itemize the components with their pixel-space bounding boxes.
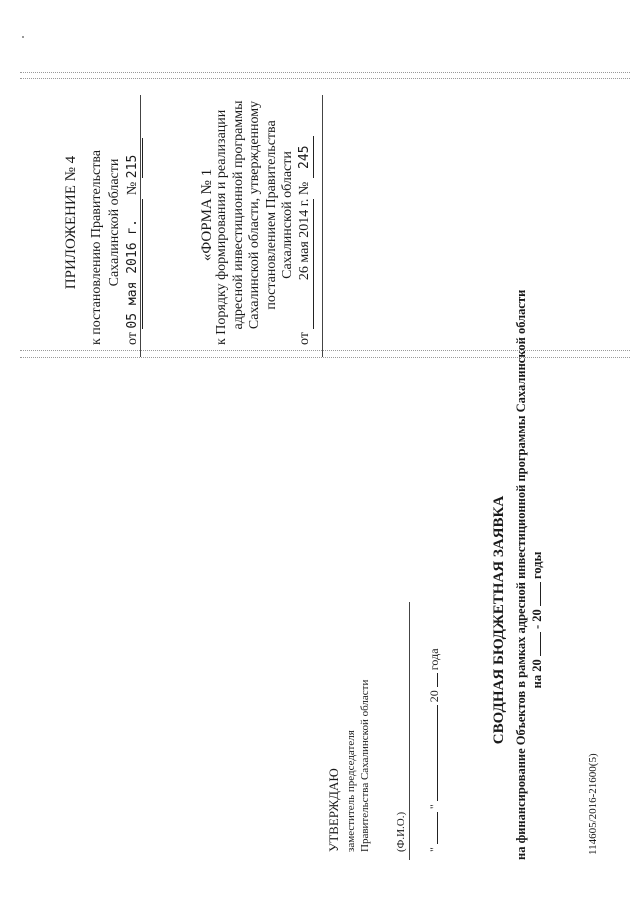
scan-noise-line (20, 72, 630, 73)
vertical-rule (322, 95, 323, 357)
approval-month-blank (437, 705, 438, 801)
form-line-4: постановлением Правительства (263, 120, 279, 310)
appendix-line-1: к постановлению Правительства (89, 149, 104, 345)
appendix-block (62, 100, 80, 345)
form-number-prefix: № (296, 181, 312, 196)
form-date-prefix: от (296, 332, 312, 345)
header-title: СВОДНАЯ БЮДЖЕТНАЯ ЗАЯВКА (491, 495, 507, 745)
form-title: «ФОРМА № 1 (199, 168, 215, 262)
header-subtitle: на финансирование Объектов в рамках адресной инвестиционной программы Сахалинской области (514, 289, 528, 860)
form-date-value: 26 мая 2014 г. (297, 199, 315, 329)
form-line-2: адресной инвестиционной программы (230, 100, 246, 330)
appendix-date-prefix: от (125, 332, 140, 345)
scan-noise-line (20, 78, 630, 79)
form-number-value: 245 (297, 136, 315, 178)
form-line-1: к Порядку формирования и реализации (214, 109, 229, 345)
appendix-title: ПРИЛОЖЕНИЕ № 4 (63, 155, 79, 290)
scan-noise-line (20, 350, 630, 351)
approval-title-block (326, 612, 342, 852)
form-date-row (297, 85, 315, 345)
appendix-date-value: 05 мая 2016 г. (124, 199, 143, 329)
appendix-body (88, 100, 143, 345)
header-period-suffix: годы (530, 551, 544, 579)
doc-code-block (586, 635, 600, 855)
approval-date-row (426, 612, 442, 852)
vertical-rule (409, 602, 410, 860)
appendix-number-prefix: № (125, 181, 140, 196)
form-body (214, 85, 314, 345)
approval-title: УТВЕРЖДАЮ (326, 768, 341, 852)
approval-body (344, 612, 372, 852)
header-period-blank-2 (540, 582, 541, 606)
approval-fio (394, 612, 408, 852)
approval-day-blank (437, 812, 438, 844)
approval-fio-label: (Ф.И.О.) (395, 811, 407, 852)
form-line-5: Сахалинской области (280, 151, 295, 279)
header-period-dash: - 20 (530, 609, 544, 630)
header-subtitle-block (513, 289, 545, 860)
scan-speck (22, 36, 24, 38)
approval-date (426, 612, 442, 852)
form-line-3: Сахалинской области, утвержденному (247, 100, 262, 330)
header-block (490, 380, 508, 860)
scan-noise-line (20, 357, 630, 358)
header-period-prefix: на 20 (530, 659, 544, 689)
header-period-row (529, 380, 545, 860)
approval-line-2: Правительства Сахалинской области (359, 679, 371, 852)
appendix-line-2: Сахалинской области (107, 158, 122, 287)
approval-year-suffix: года (427, 648, 441, 671)
approval-year-blank (437, 673, 438, 687)
doc-code: 114605/2016-21600(5) (587, 753, 599, 855)
approval-date-quote-open: " (427, 847, 441, 852)
appendix-number-value: 215 (124, 138, 143, 178)
header-period-blank-1 (540, 632, 541, 656)
appendix-date-row (124, 100, 143, 345)
approval-line-1: заместитель председателя (345, 730, 357, 852)
approval-date-quote-close: " (427, 804, 441, 810)
approval-year-prefix: 20 (427, 690, 441, 703)
